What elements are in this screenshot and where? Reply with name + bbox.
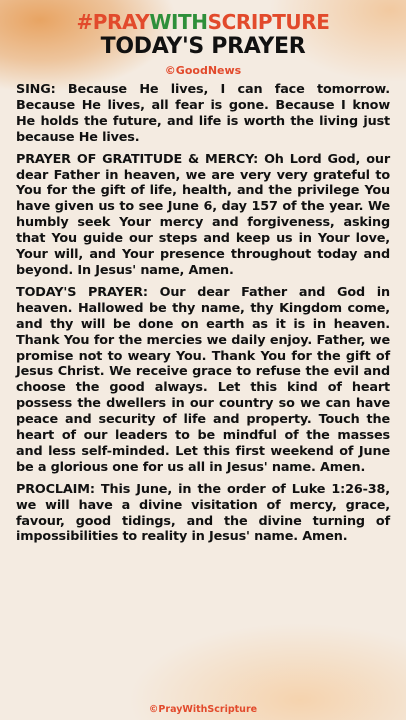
hashtag-part-with: WITH xyxy=(149,10,208,34)
paragraph-gratitude-mercy: PRAYER OF GRATITUDE & MERCY: Oh Lord God, our dear Father in heaven, we are very very grateful to You for the gift of life, health, and the privilege You have given us to see June 6, day 157 of the year. We humbly seek Your mercy and forgiveness, asking that You guide our steps and keep us in Your love, Your will, and Your presence throughout today and beyond. In Jesus' name, Amen. xyxy=(16,151,390,278)
paragraph-proclaim: PROCLAIM: This June, in the order of Luke 1:26-38, we will have a divine visitation of mercy, grace, favour, good tidings, and the divine turning of impossibilities to reality in Jesus' name. Amen. xyxy=(16,481,390,545)
header xyxy=(0,10,406,77)
hashtag-title xyxy=(0,10,406,34)
prayer-body xyxy=(16,82,390,551)
footer-handle: ©PrayWithScripture xyxy=(148,704,258,715)
paragraph-sing: SING: Because He lives, I can face tomorrow. Because He lives, all fear is gone. Because I know He holds the future, and life is worth the living just because He lives. xyxy=(16,82,390,145)
hashtag-part-scripture: SCRIPTURE xyxy=(207,10,330,34)
hashtag-part-pray: #PRAY xyxy=(76,10,150,34)
page-title: TODAY'S PRAYER xyxy=(100,34,306,59)
top-handle: ©GoodNews xyxy=(164,64,242,77)
paragraph-todays-prayer: TODAY'S PRAYER: Our dear Father and God in heaven. Hallowed be thy name, thy Kingdom come, and thy will be done on earth as it is in heaven. Thank You for the mercies we daily enjoy. Father, we promise not to weary You. Thank You for the gift of Jesus Christ. We receive grace to refuse the evil and choose the good always. Let this kind of heart possess the dwellers in our country so we can have peace and security of life and property. Touch the heart of our leaders to be mindful of the masses and less self-minded. Let this first weekend of June be a glorious one for us all in Jesus' name. Amen. xyxy=(16,284,390,475)
